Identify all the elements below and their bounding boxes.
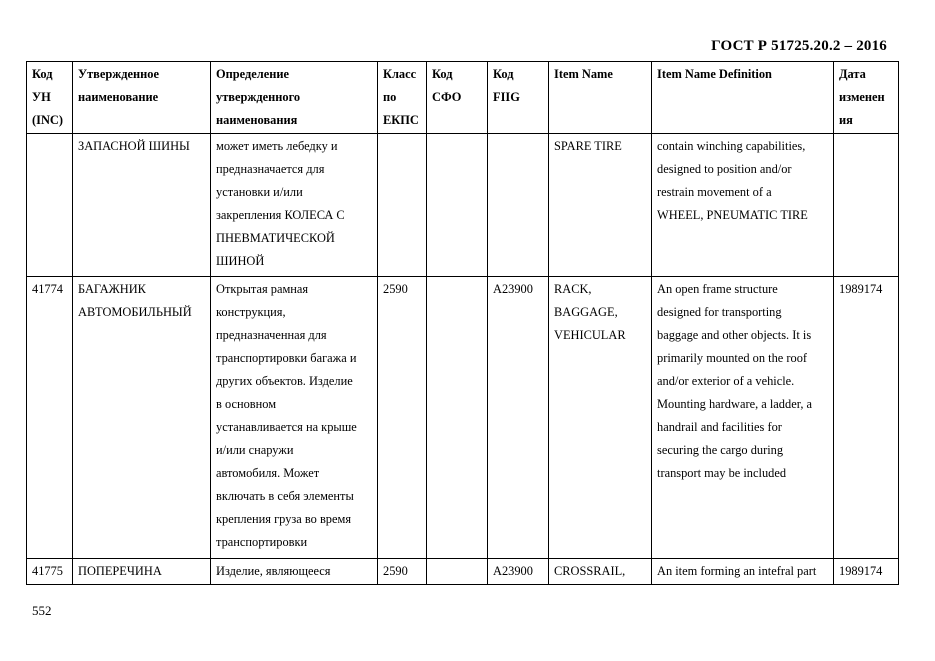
cell-item-name: CROSSRAIL,	[549, 559, 652, 585]
cell-item-definition: contain winching capabilities, designed to position and/or restrain movement of a WHEEL, PNEUMATIC TIRE	[652, 134, 834, 277]
column-header-definition: Определение утвержденного наименования	[211, 62, 378, 134]
cell-approved-name: БАГАЖНИК АВТОМОБИЛЬНЫЙ	[73, 277, 211, 559]
table-row	[27, 277, 899, 559]
cell-approved-name: ПОПЕРЕЧИНА	[73, 559, 211, 585]
column-header-inc: Код УН (INC)	[27, 62, 73, 134]
cell-item-definition: An open frame structure designed for transporting baggage and other objects. It is primarily mounted on the roof and/or exterior of a vehicle. Mounting hardware, a ladder, a handrail and facilities for securing the cargo during transport may be included	[652, 277, 834, 559]
cell-sfo	[427, 134, 488, 277]
cell-item-name: SPARE TIRE	[549, 134, 652, 277]
table-row	[27, 134, 899, 277]
cell-sfo	[427, 559, 488, 585]
cell-item-name: RACK, BAGGAGE, VEHICULAR	[549, 277, 652, 559]
column-header-item-name: Item Name	[549, 62, 652, 134]
cell-date: 1989174	[834, 559, 899, 585]
cell-definition: Открытая рамная конструкция, предназначенная для транспортировки багажа и других объектов. Изделие в основном устанавливается на крыше и/или снаружи автомобиля. Может включать в себя элементы крепления груза во время транспортировки	[211, 277, 378, 559]
cell-class: 2590	[378, 559, 427, 585]
column-header-date: Дата изменен ия	[834, 62, 899, 134]
column-header-item-definition: Item Name Definition	[652, 62, 834, 134]
column-header-class: Класс по ЕКПС	[378, 62, 427, 134]
classifier-table	[26, 61, 899, 585]
cell-fiig: A23900	[488, 277, 549, 559]
cell-definition: Изделие, являющееся	[211, 559, 378, 585]
column-header-fiig: Код FIIG	[488, 62, 549, 134]
cell-class: 2590	[378, 277, 427, 559]
column-header-sfo: Код СФО	[427, 62, 488, 134]
cell-fiig: A23900	[488, 559, 549, 585]
cell-definition: может иметь лебедку и предназначается для установки и/или закрепления КОЛЕСА С ПНЕВМАТИЧЕСКОЙ ШИНОЙ	[211, 134, 378, 277]
cell-inc: 41775	[27, 559, 73, 585]
cell-date: 1989174	[834, 277, 899, 559]
cell-item-definition: An item forming an intefral part	[652, 559, 834, 585]
cell-class	[378, 134, 427, 277]
page-number: 552	[32, 603, 52, 618]
column-header-approved-name: Утвержденное наименование	[73, 62, 211, 134]
table-header-row	[27, 62, 899, 134]
cell-approved-name: ЗАПАСНОЙ ШИНЫ	[73, 134, 211, 277]
cell-date	[834, 134, 899, 277]
table-row	[27, 559, 899, 585]
document-code: ГОСТ Р 51725.20.2 – 2016	[711, 38, 887, 54]
cell-fiig	[488, 134, 549, 277]
cell-inc: 41774	[27, 277, 73, 559]
cell-sfo	[427, 277, 488, 559]
cell-inc	[27, 134, 73, 277]
